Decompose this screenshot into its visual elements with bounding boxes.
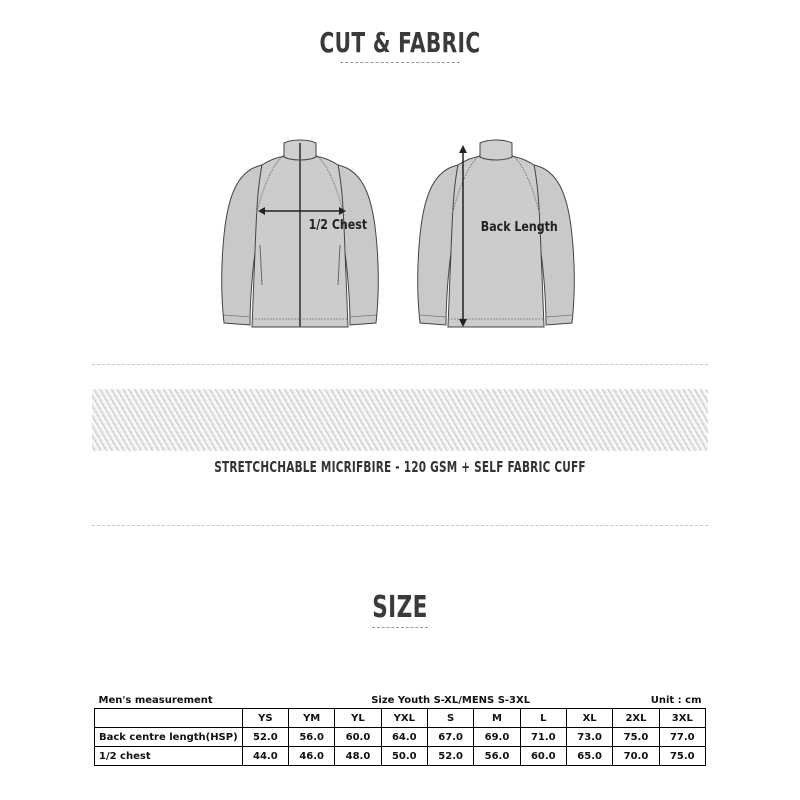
front-jacket-illustration xyxy=(222,140,379,327)
table-cell: 71.0 xyxy=(520,728,566,747)
table-cell: 52.0 xyxy=(427,747,473,766)
jacket-diagram xyxy=(210,135,590,335)
table-cell: 75.0 xyxy=(613,728,659,747)
size-header-2xl: 2XL xyxy=(613,709,659,728)
section-divider-top xyxy=(92,364,708,365)
table-cell: 64.0 xyxy=(381,728,427,747)
size-range-label: Size Youth S-XL/MENS S-3XL xyxy=(371,694,531,706)
table-cell: 67.0 xyxy=(427,728,473,747)
size-header-ym: YM xyxy=(289,709,335,728)
measurement-label: Men's measurement xyxy=(98,694,213,706)
table-cell: 60.0 xyxy=(520,747,566,766)
table-cell: 56.0 xyxy=(289,728,335,747)
title-underline xyxy=(340,62,460,63)
size-header-ys: YS xyxy=(242,709,288,728)
table-row xyxy=(95,747,706,766)
size-title-underline xyxy=(372,627,428,628)
table-header-row xyxy=(95,709,706,728)
section-divider-bottom xyxy=(92,525,708,526)
size-header-yxl: YXL xyxy=(381,709,427,728)
size-header-s: S xyxy=(427,709,473,728)
size-header-m: M xyxy=(474,709,520,728)
table-cell: 73.0 xyxy=(566,728,612,747)
chest-label: 1/2 Chest xyxy=(308,217,368,233)
table-cell: 52.0 xyxy=(242,728,288,747)
table-cell: 46.0 xyxy=(289,747,335,766)
size-header-l: L xyxy=(520,709,566,728)
table-header-corner xyxy=(95,709,243,728)
unit-label: Unit : cm xyxy=(650,694,702,706)
section-title-size: SIZE xyxy=(372,590,428,625)
section-title-cut-fabric: CUT & FABRIC xyxy=(319,26,481,59)
table-cell: 44.0 xyxy=(242,747,288,766)
table-cell: 60.0 xyxy=(335,728,381,747)
table-cell: 65.0 xyxy=(566,747,612,766)
size-chart-table xyxy=(94,692,706,766)
table-cell: 77.0 xyxy=(659,728,705,747)
size-header-xl: XL xyxy=(566,709,612,728)
table-cell: 48.0 xyxy=(335,747,381,766)
table-cell: 50.0 xyxy=(381,747,427,766)
table-cell: 75.0 xyxy=(659,747,705,766)
fabric-caption: STRETCHCHABLE MICRIFBIRE - 120 GSM + SELF FABRIC CUFF xyxy=(214,458,586,476)
table-cell: 69.0 xyxy=(474,728,520,747)
table-row xyxy=(95,728,706,747)
size-header-yl: YL xyxy=(335,709,381,728)
table-cell: 70.0 xyxy=(613,747,659,766)
table-meta-row xyxy=(95,692,706,709)
back-length-label: Back Length xyxy=(480,219,558,235)
back-jacket-illustration xyxy=(418,140,575,327)
fabric-swatch-image xyxy=(92,389,708,451)
row-label: Back centre length(HSP) xyxy=(95,728,243,747)
table-cell: 56.0 xyxy=(474,747,520,766)
size-header-3xl: 3XL xyxy=(659,709,705,728)
row-label: 1/2 chest xyxy=(95,747,243,766)
